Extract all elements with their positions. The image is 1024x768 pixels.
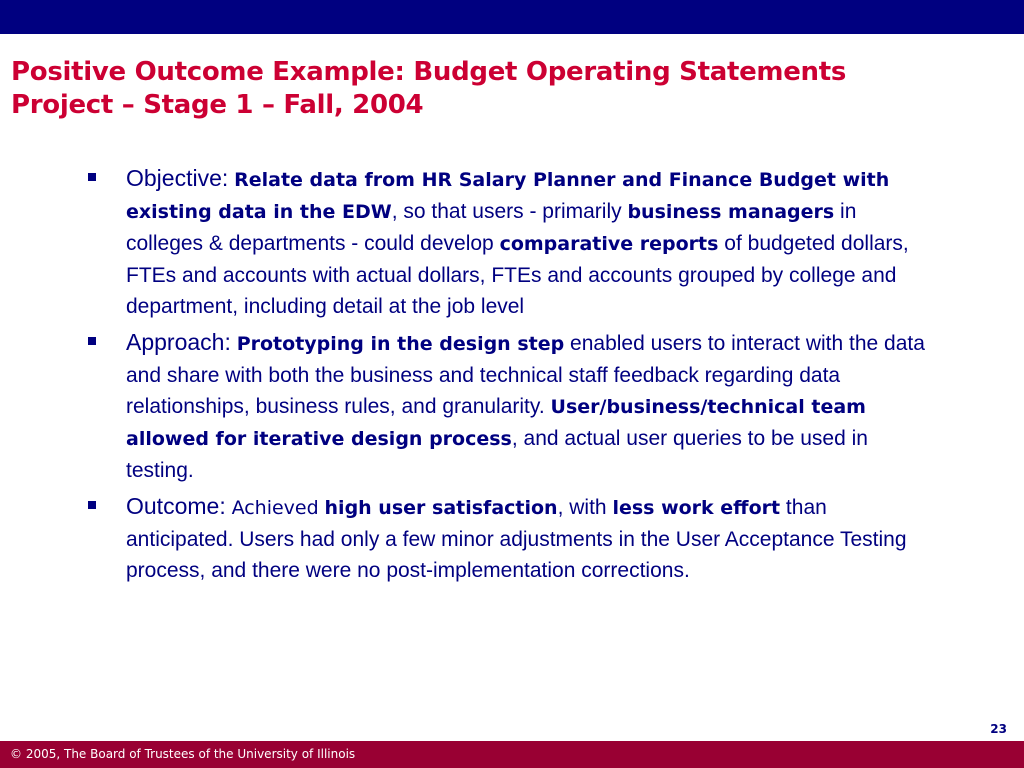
approach-text-1: enabled users to interact with the data and share with both the business and technical staff feedback regarding data relationships, business rules, and granularity. bbox=[126, 332, 925, 418]
bullet-list bbox=[86, 163, 926, 591]
top-banner bbox=[0, 0, 1024, 34]
title-line-1: Positive Outcome Example: Budget Operating Statements bbox=[11, 57, 847, 87]
outcome-text-2: than anticipated. Users had only a few minor adjustments in the User Acceptance Testing process, and there were no post-implementation corrections. bbox=[126, 496, 907, 582]
objective-bold-2: business managers bbox=[627, 201, 835, 223]
outcome-bold-1: high user satisfaction bbox=[324, 497, 558, 519]
outcome-label: Outcome: bbox=[126, 493, 226, 519]
objective-bold-1: Relate data from HR Salary Planner and Finance Budget with existing data in the EDW bbox=[126, 169, 890, 223]
bullet-approach bbox=[86, 327, 926, 486]
objective-label: Objective: bbox=[126, 165, 229, 191]
square-bullet-icon bbox=[88, 173, 96, 181]
copyright-text: © 2005, The Board of Trustees of the University of Illinois bbox=[10, 747, 356, 761]
outcome-small-1: Achieved bbox=[231, 497, 319, 519]
slide-title bbox=[11, 56, 1016, 122]
outcome-bold-2: less work effort bbox=[612, 497, 781, 519]
square-bullet-icon bbox=[88, 337, 96, 345]
bullet-objective bbox=[86, 163, 926, 322]
approach-label: Approach: bbox=[126, 329, 231, 355]
title-line-2: Project – Stage 1 – Fall, 2004 bbox=[11, 90, 424, 120]
square-bullet-icon bbox=[88, 501, 96, 509]
objective-text-1: , so that users - primarily bbox=[391, 200, 628, 223]
objective-text-2: in colleges & departments - could develop bbox=[126, 200, 857, 255]
objective-text-3: of budgeted dollars, FTEs and accounts with actual dollars, FTEs and accounts grouped by college and department, including detail at the job level bbox=[126, 232, 909, 318]
outcome-text-1: , with bbox=[557, 496, 613, 519]
approach-bold-1: Prototyping in the design step bbox=[236, 333, 565, 355]
page-number: 23 bbox=[990, 722, 1007, 736]
approach-bold-2: User/business/technical team allowed for iterative design process bbox=[126, 396, 866, 450]
bullet-outcome bbox=[86, 491, 926, 586]
objective-bold-3: comparative reports bbox=[499, 233, 719, 255]
approach-text-2: , and actual user queries to be used in testing. bbox=[126, 427, 868, 482]
